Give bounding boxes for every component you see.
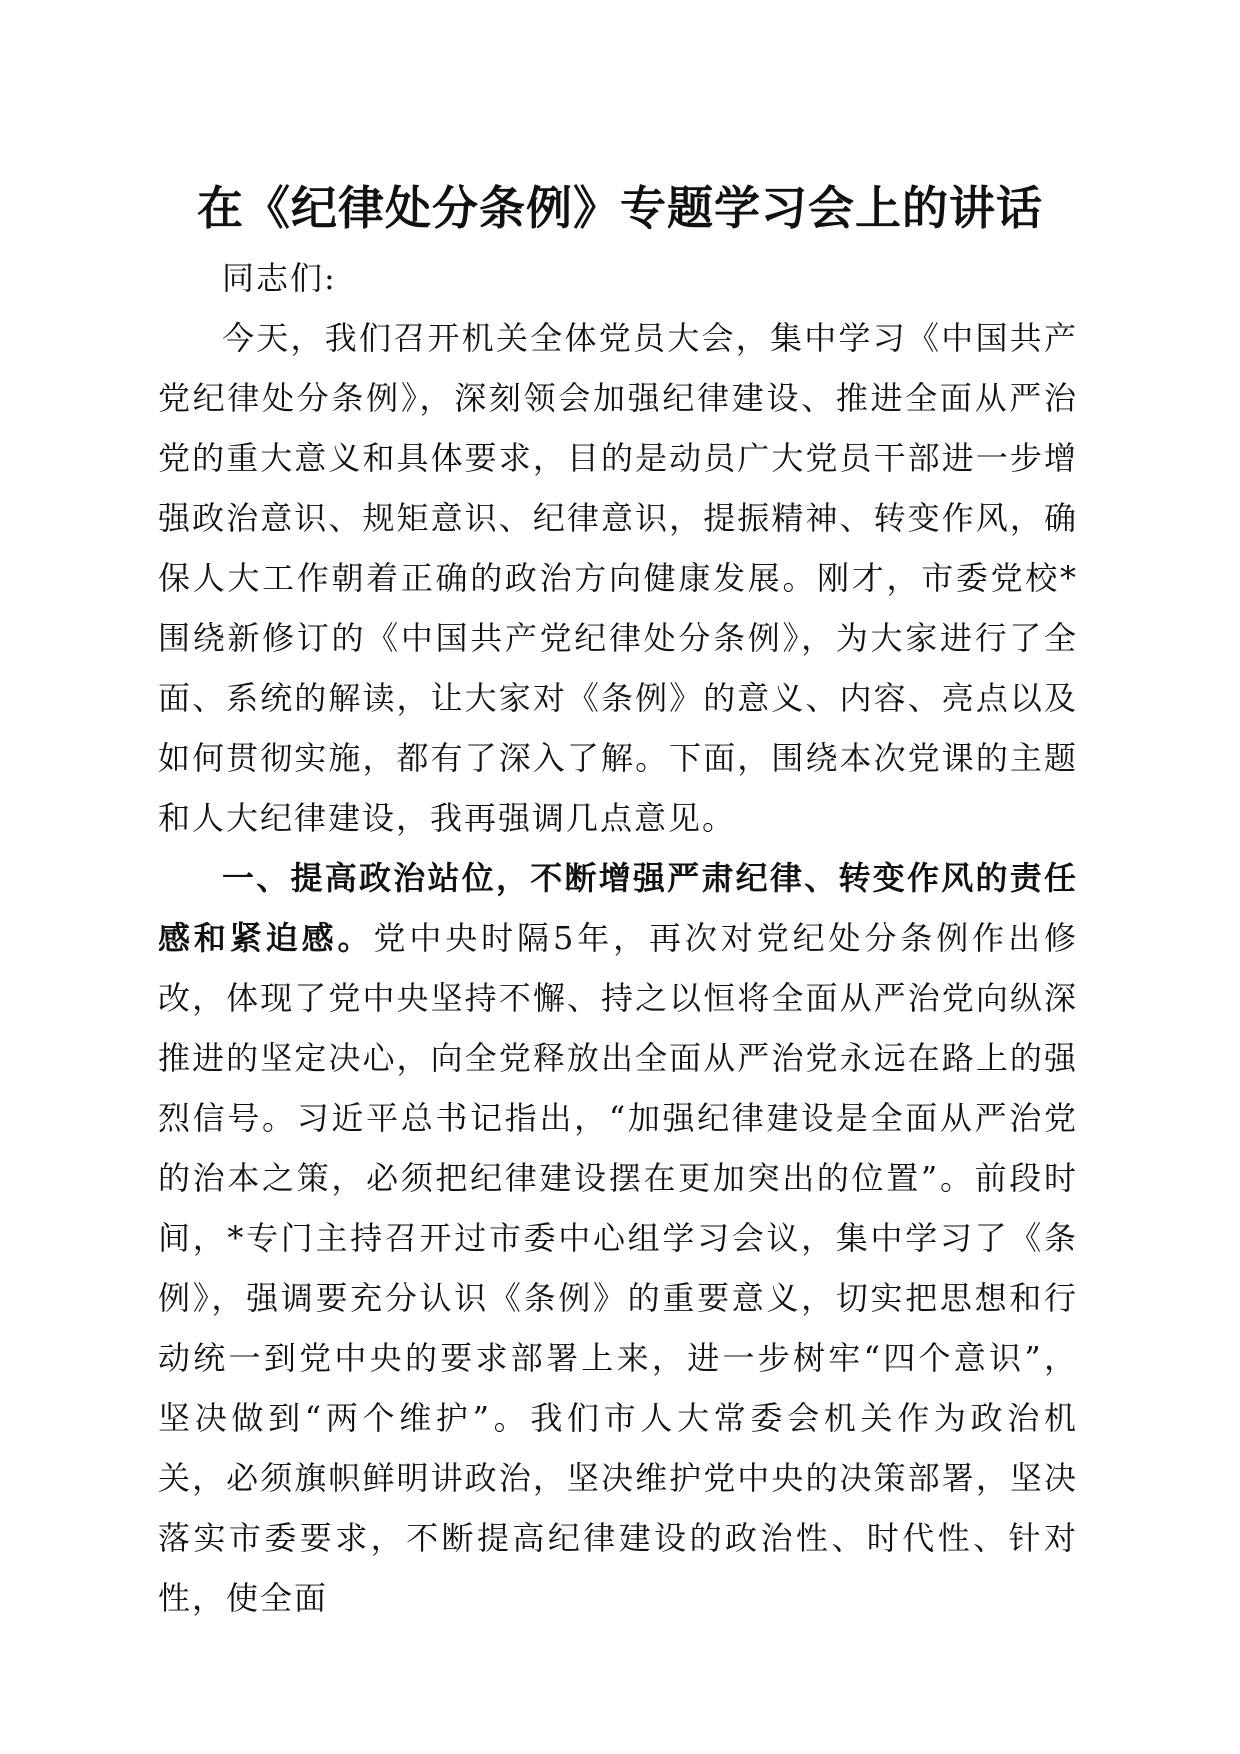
document-body — [158, 248, 1078, 1628]
paragraph-section-one — [158, 848, 1078, 1628]
section-heading: 一、提高政治站位，不断增强严肃纪律、转变作风的责任感和紧迫感。 — [158, 859, 1078, 957]
paragraph-section-one-text: 党中央时隔5年，再次对党纪处分条例作出修改，体现了党中央坚持不懈、持之以恒将全面从严治党向纵深推进的坚定决心，向全党释放出全面从严治党永远在路上的强烈信号。习近平总书记指出，“加强纪律建设是全面从严治党的治本之策，必须把纪律建设摆在更加突出的位置”。前段时间，*专门主持召开过市委中心组学习会议，集中学习了《条例》，强调要充分认识《条例》的重要意义，切实把思想和行动统一到党中央的要求部署上来，进一步树牢“四个意识”，坚决做到“两个维护”。我们市人大常委会机关作为政治机关，必须旗帜鲜明讲政治，坚决维护党中央的决策部署，坚决落实市委要求，不断提高纪律建设的政治性、时代性、针对性，使全面 — [158, 919, 1078, 1617]
paragraph-intro — [158, 308, 1078, 848]
paragraph-intro-text: 今天，我们召开机关全体党员大会，集中学习《中国共产党纪律处分条例》，深刻领会加强纪律建设、推进全面从严治党的重大意义和具体要求，目的是动员广大党员干部进一步增强政治意识、规矩意识、纪律意识，提振精神、转变作风，确保人大工作朝着正确的政治方向健康发展。刚才，市委党校*围绕新修订的《中国共产党纪律处分条例》，为大家进行了全面、系统的解读，让大家对《条例》的意义、内容、亮点以及如何贯彻实施，都有了深入了解。下面，围绕本次党课的主题和人大纪律建设，我再强调几点意见。 — [158, 319, 1078, 837]
document-title: 在《纪律处分条例》专题学习会上的讲话 — [197, 181, 1043, 235]
salutation: 同志们: — [222, 259, 337, 297]
